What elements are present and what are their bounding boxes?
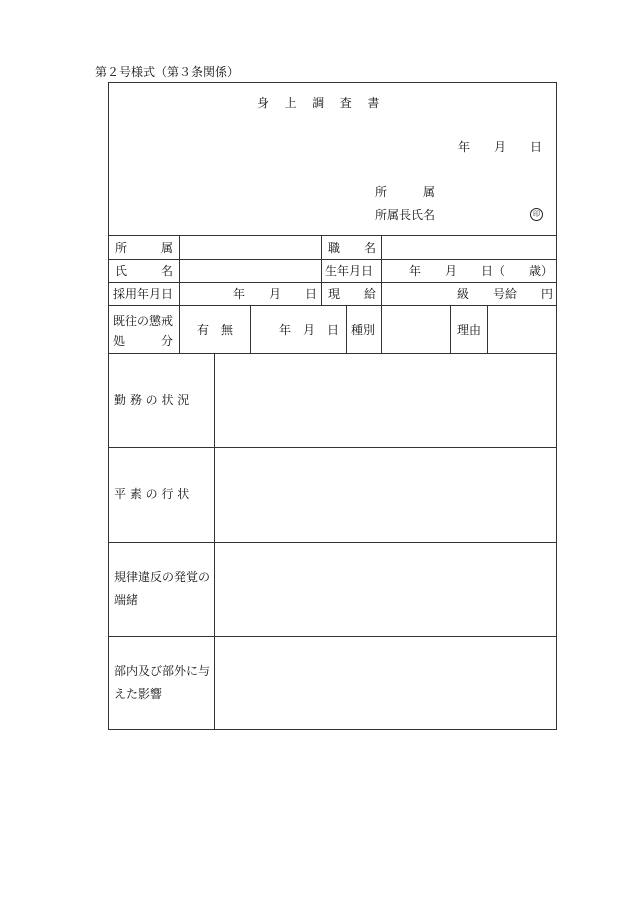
seal-mark: 印 — [530, 208, 543, 221]
section-label-impact-2: えた影響 — [114, 687, 163, 701]
salary-label-b: 給 — [364, 287, 377, 301]
form-frame — [108, 82, 557, 730]
section-label-impact: 部内及び部外に与 — [114, 664, 211, 678]
form-number-label: 第２号様式（第３条関係） — [95, 65, 240, 79]
affiliation-label: 所 属 — [375, 185, 436, 199]
section-label-daily-conduct: 平 素 の 行 状 — [114, 487, 190, 501]
affiliation-row-label-b: 属 — [161, 241, 174, 255]
position-label-b: 名 — [364, 241, 377, 255]
birthdate-value: 年 月 日（ 歳） — [409, 264, 554, 278]
section-label-violation-discovery-2: 端緒 — [114, 593, 139, 607]
past-discipline-label: 既往の懲戒 — [113, 314, 174, 328]
hire-date-label: 採用年月日 — [113, 287, 174, 301]
date-line: 年 月 日 — [458, 140, 543, 154]
salary-label-a: 現 — [328, 287, 341, 301]
section-label-work-status: 勤 務 の 状 況 — [114, 393, 190, 407]
name-label-b: 名 — [161, 264, 174, 278]
section-label-violation-discovery: 規律違反の発覚の — [114, 570, 211, 584]
yes-no-option: 有 無 — [197, 323, 234, 337]
salary-value: 級 号給 円 — [457, 287, 554, 301]
discipline-date: 年 月 日 — [279, 323, 340, 337]
form-title: 身 上 調 査 書 — [257, 96, 382, 110]
hire-date-value: 年 月 日 — [233, 287, 318, 301]
birthdate-label: 生年月日 — [325, 264, 374, 278]
chief-name-label: 所属長氏名 — [375, 208, 436, 222]
name-label-a: 氏 — [115, 264, 128, 278]
reason-label: 理由 — [457, 323, 482, 337]
kind-label: 種別 — [351, 323, 376, 337]
position-label-a: 職 — [328, 241, 341, 255]
affiliation-row-label-a: 所 — [115, 241, 128, 255]
past-discipline-label-b: 分 — [161, 334, 174, 348]
past-discipline-label-a: 処 — [113, 334, 126, 348]
